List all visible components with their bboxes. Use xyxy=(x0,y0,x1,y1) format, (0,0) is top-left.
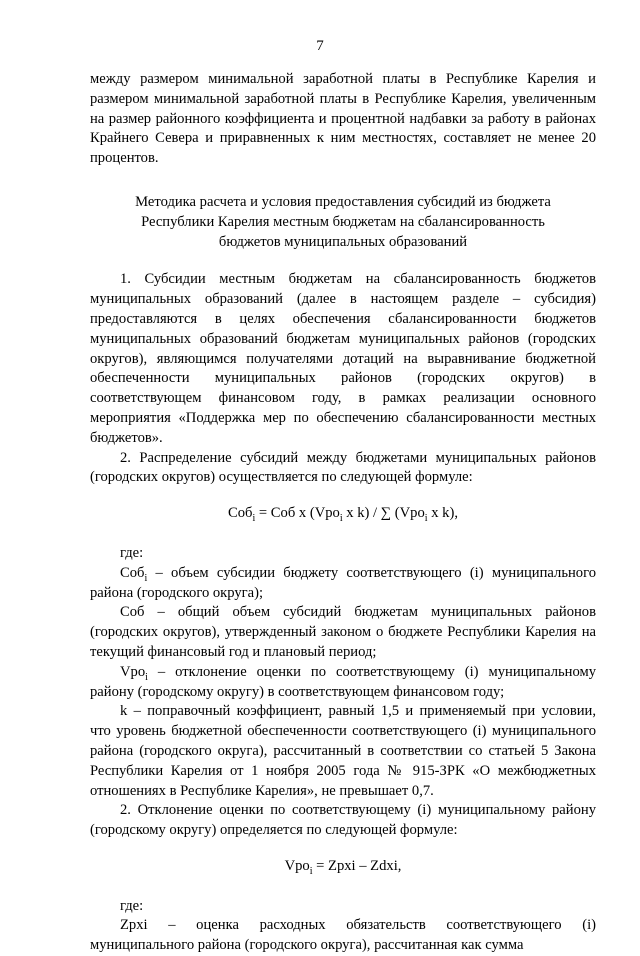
formula-lhs: Соб xyxy=(228,505,253,522)
definition-text: – объем субсидии бюджету соответствующего (i) муниципального района (городского округа); xyxy=(90,564,596,601)
where-label: где: xyxy=(120,544,144,561)
formula-eq: = Соб х (Vpo xyxy=(255,505,340,522)
document-body xyxy=(90,70,596,956)
definition-text: – отклонение оценки по соответствующему (i) муниципальному району (городскому округу) в соответствующем финансовом году; xyxy=(90,663,596,700)
intro-paragraph: между размером минимальной заработной платы в Республике Карелия и размером минимальной заработной платы в Республике Карелия, увеличенным на размер районного коэффициента и процентной надбавки за работу в районах Крайнего Севера и приравненных к ним местностях, составляет не менее 20 процентов. xyxy=(90,71,596,167)
formula-index: i xyxy=(309,865,313,877)
term: Соб xyxy=(120,564,145,581)
definition-sob: Соб – общий объем субсидий бюджетам муниципальных районов (городских округов), утвержденный законом о бюджете Республики Карелия на текущий финансовый год и плановый период; xyxy=(90,604,596,660)
term-index: i xyxy=(144,572,148,584)
where-label: где: xyxy=(120,897,144,914)
formula-index: i xyxy=(252,513,256,525)
formula-deviation xyxy=(90,857,596,877)
formula-subsidy-distribution xyxy=(90,504,596,524)
formula-mid: х k) / ∑ (Vpo xyxy=(342,505,425,522)
paragraph-3: 2. Отклонение оценки по соответствующему (i) муниципальному району (городскому округу) определяется по следующей формуле: xyxy=(90,802,596,839)
formula-end: х k), xyxy=(427,505,458,522)
spacer xyxy=(90,252,596,270)
section-heading-line-1: Методика расчета и условия предоставления субсидий из бюджета xyxy=(135,193,551,210)
paragraph-2: 2. Распределение субсидий между бюджетами муниципальных районов (городских округов) осуществляется по следующей формуле: xyxy=(90,449,596,486)
definition-vpo xyxy=(90,663,596,703)
term: Vpo xyxy=(120,663,146,680)
formula-rhs: = Zpxi – Zdxi, xyxy=(312,857,402,874)
term-index: i xyxy=(145,671,148,683)
section-heading xyxy=(90,193,596,252)
paragraph-1: 1. Субсидии местным бюджетам на сбалансированность бюджетов муниципальных образований (далее в настоящем разделе – субсидия) предоставляются в целях обеспечения сбалансированности бюджетов муниципальных образований бюджетам муниципальных районов (городских округов), являющимся получателями дотаций на выравнивание бюджетной обеспеченности муниципальных районов (городских округов) в соответствующем финансовом году, в рамках реализации основного мероприятия «Поддержка мер по обеспечению сбалансированности местных бюджетов». xyxy=(90,271,596,446)
definition-k: k – поправочный коэффициент, равный 1,5 и применяемый при условии, что уровень бюджетной обеспеченности соответствующего (i) муниципального района (городского округа), рассчитанный в соответствии со статьей 5 Закона Республики Карелия от 1 ноября 2005 года № 915-ЗРК «О межбюджетных отношениях в Республике Карелия», не превышает 0,7. xyxy=(90,703,596,799)
section-heading-line-3: бюджетов муниципальных образований xyxy=(218,233,468,250)
page-number: 7 xyxy=(316,38,324,54)
definition-sob-i xyxy=(90,564,596,604)
definition-zpxi: Zpxi – оценка расходных обязательств соответствующего (i) муниципального района (городского округа), рассчитанная как сумма xyxy=(90,917,596,954)
formula-index: i xyxy=(424,513,428,525)
formula-lhs: Vpo xyxy=(284,857,310,874)
formula-index: i xyxy=(339,513,343,525)
section-heading-line-2: Республики Карелия местным бюджетам на сбалансированность xyxy=(141,213,545,230)
